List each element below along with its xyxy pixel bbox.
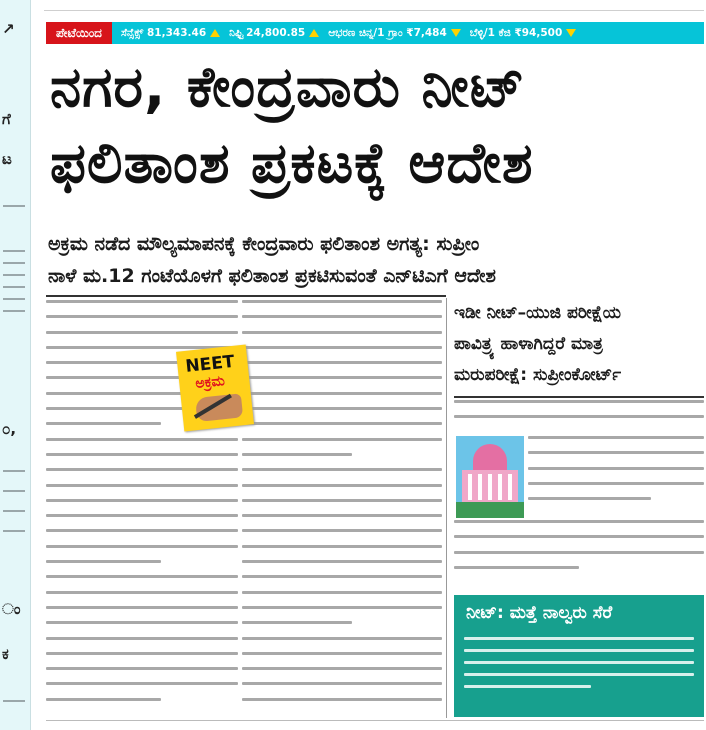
ticker-item-sensex (121, 27, 220, 40)
text-line (528, 467, 704, 470)
column-text-lines (242, 300, 442, 713)
up-arrow-icon (210, 29, 220, 37)
text-line (46, 300, 238, 303)
previous-page-strip: ↗ ಗೆ ಟ ೦, ಂ ಕ (0, 0, 31, 730)
text-line (454, 566, 579, 569)
hand-icon (195, 393, 243, 422)
ticker-value: 24,800.85 (246, 27, 306, 39)
ticker-item-silver (470, 27, 576, 40)
text-line (454, 535, 704, 538)
text-line (528, 451, 704, 454)
text-line (46, 315, 238, 318)
text-line (46, 591, 238, 594)
side-headline-line-3: ಮರುಪರೀಕ್ಷೆ: ಸುಪ್ರೀಂಕೋರ್ಟ್ (454, 365, 622, 385)
story-rule (46, 295, 446, 297)
text-line (528, 436, 704, 439)
text-line (242, 346, 442, 349)
ticker-name: ನಿಫ್ಟಿ (229, 26, 243, 39)
text-line (46, 484, 238, 487)
side-story-text-bottom (454, 520, 704, 590)
text-line (46, 637, 238, 640)
ticker-item-nifty (229, 27, 319, 40)
up-arrow-icon (309, 29, 319, 37)
ticker-name: ಆಭರಣ ಚಿನ್ನ/1 ಗ್ರಾಂ (328, 26, 403, 39)
headline-line-1: ನಗರ, ಕೇಂದ್ರವಾರು ನೀಟ್ (50, 55, 526, 120)
text-line (242, 652, 442, 655)
ticker-value: ₹94,500 (514, 27, 563, 39)
text-line (242, 331, 442, 334)
text-line (242, 300, 442, 303)
text-line (242, 698, 442, 701)
text-line (242, 667, 442, 670)
subheadline (48, 228, 698, 292)
neet-graphic (176, 345, 254, 432)
text-line (464, 649, 694, 652)
text-line (242, 361, 442, 364)
text-line (242, 606, 442, 609)
subheadline-line-2: ನಾಳೆ ಮ.12 ಗಂಟೆಯೊಳಗೆ ಫಲಿತಾಂಶ ಪ್ರಕಟಿಸುವಂತೆ ಎನ್‌ಟಿಎಗೆ ಆದೇಶ (48, 265, 496, 287)
text-line (46, 667, 238, 670)
column-divider (446, 298, 447, 718)
ticker-value: 81,343.46 (147, 27, 207, 39)
ticker-value: ₹7,484 (406, 27, 447, 39)
text-line (464, 661, 694, 664)
text-line (46, 529, 238, 532)
side-story-text-right (528, 436, 704, 518)
court-dome (473, 444, 507, 470)
column-text-lines (454, 400, 704, 431)
text-line (528, 482, 704, 485)
text-line (46, 422, 161, 425)
text-line (46, 514, 238, 517)
subheadline-line-1: ಅಕ್ರಮ ನಡೆದ ಮೌಲ್ಯಮಾಪನಕ್ಕೆ ಕೇಂದ್ರವಾರು ಫಲಿತಾಂಶ ಅಗತ್ಯ: ಸುಪ್ರೀಂ (48, 233, 480, 255)
text-line (454, 400, 704, 403)
text-line (454, 551, 704, 554)
column-text-lines (454, 520, 704, 581)
text-line (242, 591, 442, 594)
text-line (242, 315, 442, 318)
side-story-rule (454, 396, 704, 398)
text-line (46, 468, 238, 471)
text-line (242, 499, 442, 502)
neet-graphic-title: NEET (184, 351, 236, 377)
text-line (242, 560, 442, 563)
newspaper-page (34, 0, 706, 730)
ticker-label: ಪೇಟೆಯಿಂದ (46, 22, 112, 44)
text-line (46, 438, 238, 441)
text-line (242, 376, 442, 379)
text-line (242, 468, 442, 471)
side-story-headline (454, 298, 704, 391)
ticker-name: ಬೆಳ್ಳಿ/1 ಕೆಜಿ (469, 26, 511, 39)
text-line (46, 698, 161, 701)
text-line (242, 637, 442, 640)
text-line (46, 682, 238, 685)
text-line (46, 606, 238, 609)
text-line (242, 407, 442, 410)
neet-graphic-subtitle: ಅಕ್ರಮ (194, 372, 226, 392)
text-line (242, 422, 442, 425)
bottom-rule (46, 720, 704, 721)
text-line (242, 484, 442, 487)
text-line (242, 529, 442, 532)
info-box-title: ನೀಟ್: ಮತ್ತೆ ನಾಲ್ವರು ಸೆರೆ (466, 603, 613, 623)
text-line (454, 520, 704, 523)
side-headline-line-2: ಪಾವಿತ್ರ್ಯ ಹಾಳಾಗಿದ್ದರೆ ಮಾತ್ರ (454, 334, 603, 354)
info-box (454, 595, 704, 717)
text-line (242, 575, 442, 578)
text-line (242, 682, 442, 685)
text-line (242, 453, 352, 456)
down-arrow-icon (566, 29, 576, 37)
text-line (242, 621, 352, 624)
text-line (464, 685, 591, 688)
ticker-item-gold (328, 27, 461, 40)
market-ticker (46, 22, 704, 44)
text-line (46, 621, 238, 624)
text-line (46, 575, 238, 578)
text-line (46, 453, 238, 456)
text-line (242, 514, 442, 517)
info-box-text-lines (464, 637, 694, 697)
text-line (242, 545, 442, 548)
text-line (464, 673, 694, 676)
text-line (242, 438, 442, 441)
side-headline-line-1: ಇಡೀ ನೀಟ್–ಯುಜಿ ಪರೀಕ್ಷೆಯ (454, 303, 621, 323)
text-line (46, 560, 161, 563)
text-line (46, 545, 238, 548)
top-rule (44, 0, 704, 11)
text-line (46, 331, 238, 334)
column-text-lines (528, 436, 704, 512)
supreme-court-image (456, 436, 524, 518)
headline (50, 50, 700, 202)
side-story-text-top (454, 400, 704, 434)
story-column-2 (242, 300, 442, 720)
ticker-name: ಸೆನ್ಸೆಕ್ಸ್ (120, 26, 144, 39)
text-line (46, 499, 238, 502)
down-arrow-icon (451, 29, 461, 37)
text-line (454, 415, 704, 418)
text-line (464, 637, 694, 640)
headline-line-2: ಫಲಿತಾಂಶ ಪ್ರಕಟಕ್ಕೆ ಆದೇಶ (50, 131, 534, 196)
text-line (46, 652, 238, 655)
text-line (242, 392, 442, 395)
text-line (528, 497, 651, 500)
court-lawn (456, 502, 524, 518)
